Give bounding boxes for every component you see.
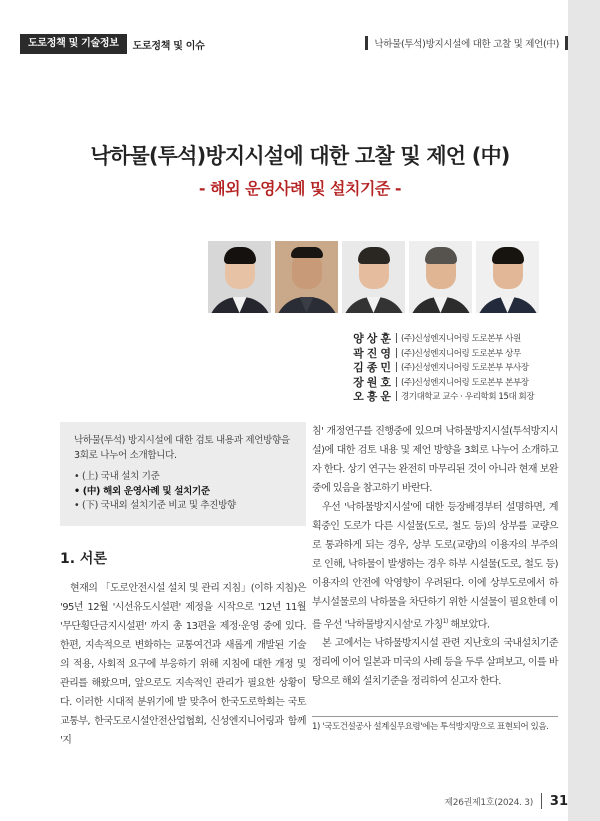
author-entry [340, 331, 534, 346]
author-name: 양상훈 [353, 332, 394, 346]
author-name: 곽진영 [353, 346, 394, 360]
series-item-current: • (中) 해외 운영사례 및 설치기준 [74, 485, 210, 497]
author-entry [340, 375, 534, 390]
author-affiliation: (주)신성엔지니어링 도로본부 부사장 [401, 363, 529, 374]
header-bar-left [365, 36, 368, 50]
author-name: 장원호 [353, 375, 394, 389]
author-entry [340, 360, 534, 375]
series-item: • (下) 국내외 설치기준 비교 및 추진방향 [74, 500, 236, 511]
author-photo-5 [476, 241, 539, 313]
article-title: 낙하물(투석)방지시설에 대한 고찰 및 제언 (中) [90, 144, 510, 168]
author-photo-4 [409, 241, 472, 313]
series-item-label: (中) 해외 운영사례 및 설치기준 [82, 485, 210, 497]
author-photo-1 [208, 241, 271, 313]
body-paragraph: 본 고에서는 낙하물방지시설 관련 지난호의 국내설치기준 정리에 이어 일본과 미국의 사례 등을 두루 살펴보고, 이를 바탕으로 해외 설치기준을 정리하여 싣고자 한다. [312, 638, 558, 688]
body-column-right [312, 422, 558, 691]
body-text: 해보았다. [450, 619, 490, 631]
section-title: 1. 서론 [60, 551, 107, 567]
body-paragraph: 침' 개정연구를 진행중에 있으며 낙하물방지시설(투석방지시설)에 대한 검토 내용 및 제언 방향을 3회로 나누어 소개하고자 한다. 상기 연구는 완전히 마무리된 것이 아니라 현재 보완중에 있음을 참고하기 바란다. [312, 426, 558, 494]
footer-divider [541, 793, 542, 809]
author-affiliation: (주)신성엔지니어링 도로본부 본부장 [401, 377, 529, 388]
author-affiliation: (주)신성엔지니어링 도로본부 상무 [401, 348, 521, 359]
footnote-marker: 1) [442, 618, 448, 625]
body-column-left [60, 579, 306, 750]
page-footer [444, 793, 568, 809]
author-photo-3 [342, 241, 405, 313]
author-photo-2 [275, 241, 338, 313]
page-number: 31 [549, 793, 568, 809]
running-title: 낙하물(투석)방지시설에 대한 고찰 및 제언(中) [374, 39, 559, 50]
summary-text: 낙하물(투석) 방지시설에 대한 검토 내용과 제언방향을 3회로 나누어 소개합니다. [74, 435, 290, 461]
author-name: 오흥운 [353, 390, 394, 404]
running-header [365, 36, 568, 50]
author-separator [396, 348, 397, 358]
author-entry [340, 389, 534, 404]
header-tag: 도로정책 및 기술정보 [20, 34, 127, 54]
author-separator [396, 362, 397, 372]
series-item-label: (下) 국내외 설치기준 비교 및 추진방향 [82, 500, 236, 511]
series-summary-box [60, 422, 306, 526]
series-list [74, 470, 296, 514]
header-left [20, 34, 205, 54]
issue-info: 제26권제1호(2024. 3) [444, 797, 533, 808]
author-affiliation: 경기대학교 교수 · 우리학회 15대 회장 [401, 392, 535, 403]
author-photos [208, 241, 539, 313]
author-separator [396, 391, 397, 401]
header-bar-right [565, 36, 568, 50]
author-affiliation: (주)신성엔지니어링 도로본부 사원 [401, 334, 521, 345]
author-entry [340, 346, 534, 361]
body-text: 우선 '낙하물방지시설'에 대한 등장배경부터 설명하면, 계획중인 도로가 다른 시설물(도로, 철도 등)의 상부를 교량으로 통과하게 되는 경우, 상부 도로(교량)의 이용자의 부주의로 인해, 낙하물이 발생하는 경우 하부 시설물(도로, 철도 등) 이용자의 안전에 악영향이 우려된다. 이에 상부도로에서 하부시설물로의 낙하물을 차단하기 위한 시설물이 필요한데 이를 우선 '낙하물방지시설'로 가칭 [312, 502, 558, 631]
author-separator [396, 333, 397, 343]
article-subtitle: - 해외 운영사례 및 설치기준 - [198, 179, 402, 198]
header-section: 도로정책 및 이슈 [132, 40, 205, 52]
body-paragraph: 현재의 「도로안전시설 설치 및 관리 지침」(이하 지침)은 '95년 12월 '시선유도시설편' 제정을 시작으로 '12년 11월 '무단횡단금지시설편' 까지 총 13편을 제정·운영 중에 있다. 한편, 지속적으로 변화하는 교통여건과 새롭게 개발된 기술의 적용, 사회적 요구에 부응하기 위해 지침에 대한 개정 및 관리를 해왔으며, 앞으로도 지속적인 관리가 필요한 상황이다. 이러한 시대적 분위기에 발 맞추어 한국도로학회는 국토교통부, 한국도로시설안전산업협회, 신성엔지니어링과 함께 '지 [60, 583, 306, 746]
series-item-label: (上) 국내 설치 기준 [82, 471, 160, 482]
author-list [340, 331, 534, 404]
side-strip [568, 0, 600, 821]
footnote: 1) '국도건설공사 설계실무요령'에는 투석방지망으로 표현되어 있음. [312, 722, 549, 732]
body-paragraph [312, 498, 558, 634]
series-item: • (上) 국내 설치 기준 [74, 471, 160, 482]
footnote-divider [312, 716, 558, 717]
author-name: 김종민 [353, 361, 394, 375]
author-separator [396, 377, 397, 387]
